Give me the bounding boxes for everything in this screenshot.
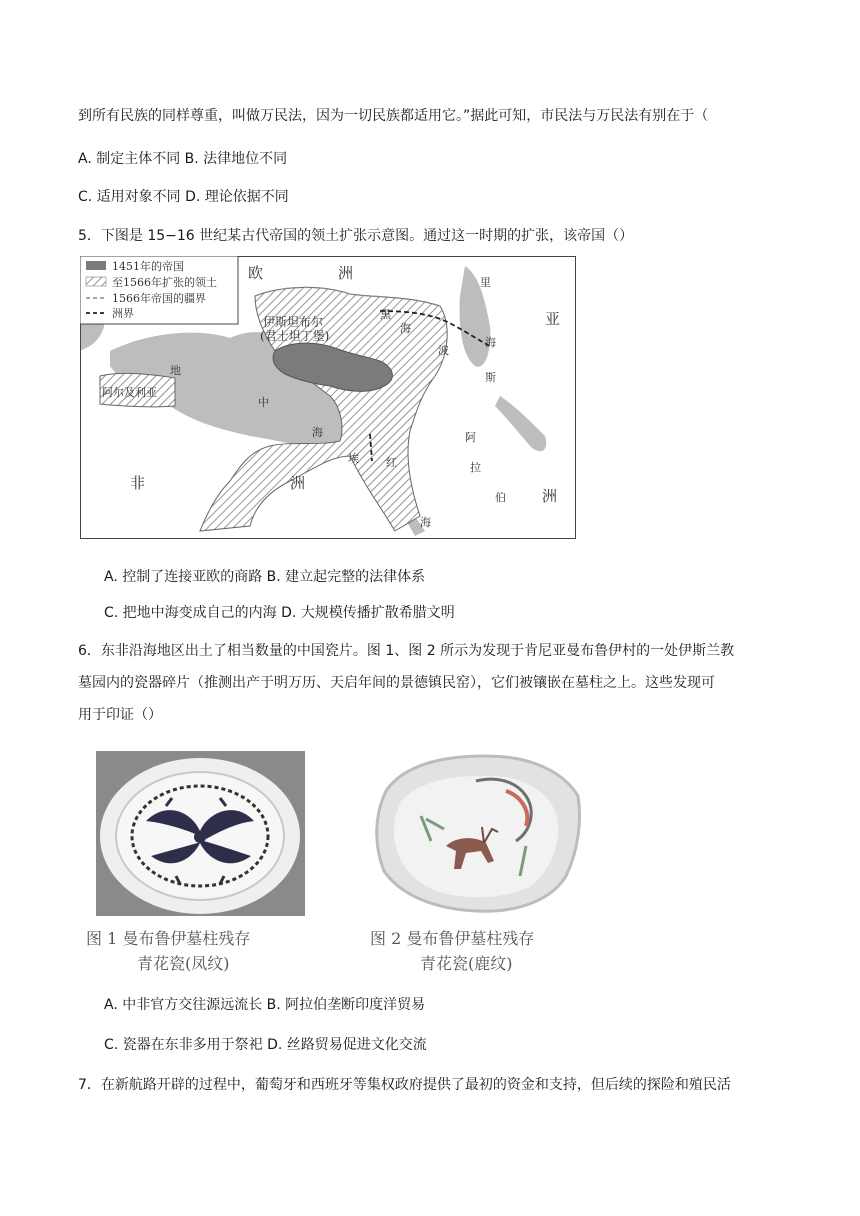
legend-label-expansion: 至1566年扩张的领土	[112, 276, 217, 289]
map-label-red: 红	[386, 456, 397, 469]
figure-2-caption-line-1: 图 2 曼布鲁伊墓柱残存	[370, 929, 535, 948]
figure-2-caption-line-2: 青花瓷(鹿纹)	[420, 954, 513, 973]
map-label-algeria: 阿尔及利亚	[102, 386, 157, 399]
map-label-med-1: 地	[170, 364, 181, 377]
question-6-stem-line-1: 6．东非沿海地区出土了相当数量的中国瓷片。图 1、图 2 所示为发现于肯尼亚曼布鲁伊村的一处伊斯兰教	[78, 643, 735, 659]
map-label-constantinople: (君士坦丁堡)	[260, 329, 330, 343]
map-label-black-1: 黑	[380, 308, 391, 321]
map-label-egypt: 埃	[348, 452, 359, 465]
figure-1-caption-line-2: 青花瓷(凤纹)	[137, 954, 230, 973]
question-5-stem: 5．下图是 15−16 世纪某古代帝国的领土扩张示意图。通过这一时期的扩张，该帝国（）	[78, 228, 634, 244]
question-6-options-row-2: C. 瓷器在东非多用于祭祀 D. 丝路贸易促进文化交流	[104, 1037, 427, 1053]
map-label-med-2: 中	[258, 396, 269, 409]
figure-1-phoenix-plate	[96, 751, 305, 916]
map-label-arabia-1: 阿	[465, 431, 476, 444]
legend-label-border: 1566年帝国的疆界	[112, 292, 206, 305]
map-label-europe-2: 洲	[338, 264, 354, 282]
question-5-options-row-2: C. 把地中海变成自己的内海 D. 大规模传播扩散希腊文明	[104, 605, 455, 621]
legend-label-1451: 1451年的帝国	[112, 260, 184, 273]
map-label-asia: 亚	[545, 310, 561, 328]
map-label-asia-2: 洲	[542, 487, 558, 505]
map-label-arabia-3: 伯	[495, 491, 506, 504]
map-label-red-sea: 海	[420, 516, 431, 529]
map-label-caspian-1: 里	[480, 276, 491, 289]
figure-2-deer-shard	[366, 751, 584, 916]
question-5-options-row-1: A. 控制了连接亚欧的商路 B. 建立起完整的法律体系	[104, 569, 426, 585]
question-4-options-row-1: A. 制定主体不同 B. 法律地位不同	[78, 151, 288, 167]
question-4-options-row-2: C. 适用对象不同 D. 理论依据不同	[78, 189, 289, 205]
map-label-persia-1: 波	[438, 344, 449, 357]
map-label-europe-1: 欧	[248, 264, 264, 282]
legend-label-continent: 洲界	[112, 307, 134, 320]
question-4-stem-tail: 到所有民族的同样尊重，叫做万民法，因为一切民族都适用它。”据此可知，市民法与万民法有别在于（	[78, 108, 709, 124]
map-label-africa-2: 洲	[290, 474, 306, 492]
map-label-africa-1: 非	[130, 474, 146, 492]
legend-swatch-1451	[86, 261, 106, 270]
question-6-stem-line-2: 墓园内的瓷器碎片（推测出产于明万历、天启年间的景德镇民窑），它们被镶嵌在墓柱之上。这些发现可	[78, 675, 715, 691]
map-label-arabia-2: 拉	[470, 461, 481, 474]
map-label-black-2: 海	[400, 322, 411, 335]
map-label-istanbul: 伊斯坦布尔	[263, 315, 324, 329]
map-label-med-3: 海	[312, 426, 323, 439]
figure-1-caption-line-1: 图 1 曼布鲁伊墓柱残存	[86, 929, 251, 948]
question-7-stem: 7．在新航路开辟的过程中，葡萄牙和西班牙等集权政府提供了最初的资金和支持，但后续的探险和殖民活	[78, 1077, 731, 1093]
legend-swatch-expansion	[86, 277, 106, 286]
question-6-stem-line-3: 用于印证（）	[78, 707, 162, 723]
empire-expansion-map	[80, 256, 576, 539]
map-label-persia-2: 斯	[485, 371, 496, 384]
map-label-caspian-2: 海	[485, 336, 496, 349]
question-6-options-row-1: A. 中非官方交往源远流长 B. 阿拉伯垄断印度洋贸易	[104, 997, 426, 1013]
